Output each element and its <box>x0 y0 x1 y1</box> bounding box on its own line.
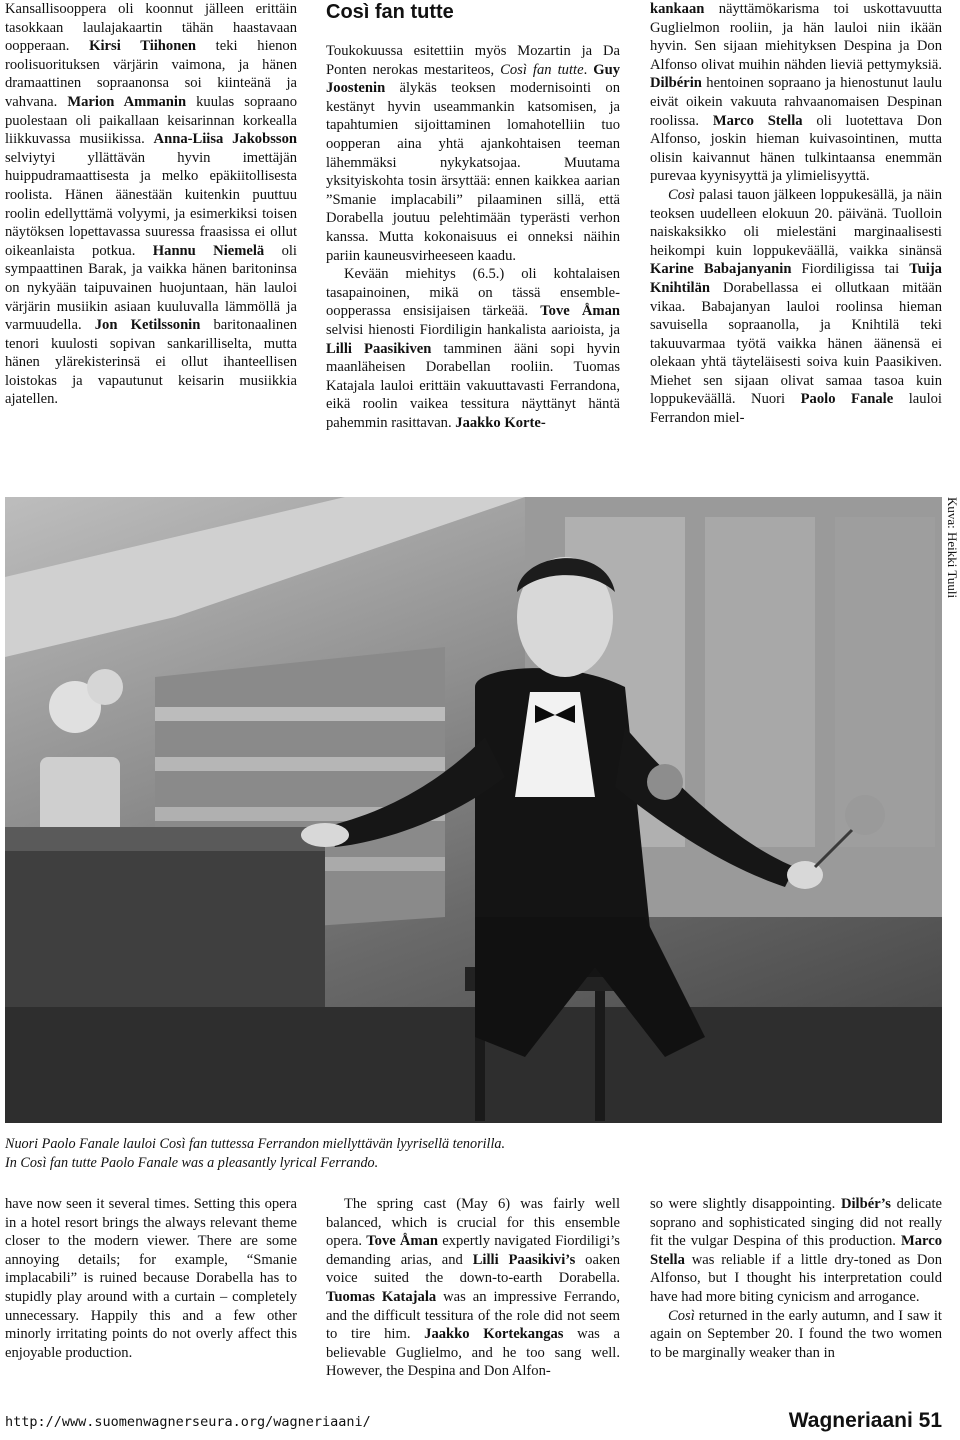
singer-name: Tuija Knihtilän <box>650 261 942 296</box>
singer-name: Marco Stella <box>650 1233 942 1268</box>
singer-name: Hannu Niemelä <box>152 242 265 259</box>
singer-name: Dilbér’s <box>840 1196 891 1212</box>
singer-name: Lilli Paasikivi’s <box>472 1251 576 1268</box>
article-column-1 <box>5 0 297 409</box>
photo-credit: Kuva: Heikki Tuuli <box>945 497 960 599</box>
singer-name: Lilli Paasikiven <box>326 340 432 357</box>
singer-name: Karine Babajanyanin <box>650 261 792 278</box>
caption-finnish: Nuori Paolo Fanale lauloi Così fan tuttessa Ferrandon miellyttävän lyyrisellä tenorilla. <box>5 1136 506 1152</box>
paragraph: Kevään miehitys (6.5.) oli kohtalaisen tasapainoinen, mikä on tässä ensemble-oopperassa ensisijaisen tärkeää. Tove Åman selvisi hienosti Fiordiligin hankalista aarioista, ja Lilli Paasikiven tamminen ääni sopi hyvin maanläheisen Dorabellan rooliin. Tuomas Katajala lauloi erittäin vakuuttavasti Ferrandona, eikä roolin vaikea tessitura näyttänyt häntä pahemmin rasittavan. Jaakko Korte- <box>326 266 620 431</box>
stage-photo-illustration <box>5 497 942 1123</box>
stage-floor <box>5 1007 942 1123</box>
english-column-1 <box>5 1195 297 1362</box>
paragraph: have now seen it several times. Setting this opera in a hotel resort brings the always relevant theme closer to the modern viewer. There are some annoying details; for example, “Smanie implacabili” is ruined because Dorabella has to stupidly play around with a curtain – completely unnecessary. Happily this and a few other minorly irritating points do not overly affect this enjoyable production. <box>5 1196 297 1361</box>
singer-name: Paolo Fanale <box>800 391 894 408</box>
opera-title: Così <box>668 1307 695 1324</box>
singer-name: Jaakko Korte- <box>455 414 546 431</box>
singer-name: Jaakko Kortekangas <box>424 1326 564 1343</box>
singer-name: Kirsi Tiihonen <box>89 38 196 55</box>
wooden-chest <box>5 827 325 1007</box>
singer-name: Tuomas Katajala <box>326 1288 437 1305</box>
chest-lid <box>5 827 325 851</box>
footer-url-link[interactable]: http://www.suomenwagnerseura.org/wagneriaani/ <box>5 1414 371 1430</box>
singer-name: Tove Åman <box>366 1233 439 1250</box>
director-name: Guy Joostenin <box>326 61 621 97</box>
singer-name: Anna-Liisa Jakobsson <box>153 131 297 148</box>
english-column-3 <box>650 1195 942 1362</box>
stage-photo <box>5 497 942 1123</box>
singer-name: kankaan <box>650 1 705 17</box>
opera-title: Così <box>668 186 695 203</box>
magazine-page-number: Wagneriaani 51 <box>788 1409 942 1432</box>
paragraph: Kansallisoopperа oli koonnut jälleen erittäin tasokkaan laulajakaartin tähän haastavaan oopperaan. Kirsi Tiihonen teki hienon roolisuorituksen värjärin vaimona, ja hänen dramaattinen sopraanonsa soi kiinteänä ja vahvana. Marion Ammanin kuulas sopraano puolestaan oli paikallaan keisarinnan korkealla liikkuvassa musiikissa. Anna-Liisa Jakobsson selviytyi yllättävän hyvin imettäjän huippudramaattisesta ja melko epäkiitollisesta roolista. Hänen äänestään kuitenkin puuttuu roolin edellyttämä volyymi, ja esimerkiksi toisen näytöksen lopettavassa suuressa fraasissa ei ollut oikeanlaista potkua. Hannu Niemelä oli sympaattinen Barak, ja vaikka hänen baritoninsa on nykyään taipuvainen huojuntaan, hän lauloi värjärin musiikin asiaan kuuluvalla lämmöllä ja varmuudella. Jon Ketilssonin baritonaalinen tenori kuulosti sopivan sankarilliselta, mutta hänen ylärekisterinsä ei ollut ihanteellisen loistokas ja vapautunut keisarin musiikkia ajatellen. <box>5 1 297 408</box>
caption-english: In Così fan tutte Paolo Fanale was a pleasantly lyrical Ferrando. <box>5 1155 379 1171</box>
champagne-bucket <box>40 757 120 837</box>
singer-name: Jon Ketilssonin <box>94 317 201 334</box>
flower-bouquet <box>87 669 123 705</box>
article-column-3 <box>650 0 942 428</box>
paragraph: The spring cast (May 6) was fairly well balanced, which is crucial for this ensemble opera. Tove Åman expertly navigated Fiordiligi’s demanding arias, and Lilli Paasikivi’s oaken voice suited the down-to-earth Dorabella. Tuomas Katajala was an impressive Ferrando, and the difficult tessitura of the role did not seem to tire him. Jaakko Kortekangas was a believable Guglielmo, and he too sang well. However, the Despina and Don Alfon- <box>326 1196 620 1380</box>
opera-title: Così fan tutte <box>500 61 584 78</box>
stair-step <box>155 707 445 721</box>
singer-name: Dilbérin <box>650 75 702 92</box>
paragraph: Così returned in the early autumn, and I saw it again on September 20. I found the two women to be marginally weaker than in <box>650 1307 942 1361</box>
section-heading: Così fan tutte <box>326 1 454 23</box>
stool-leg <box>595 991 605 1121</box>
wall-panel <box>705 517 815 847</box>
boutonniere-carnation <box>647 764 683 800</box>
paragraph: Così palasi tauon jälkeen loppukesällä, ja näin teoksen uudelleen elokuun 20. päivänä. Tuolloin naiskaksikko oli mielestäni marginaalisesti heikompi kuin loppukeväällä, vaikka sinänsä Karine Babajanyanin Fiordiligissa tai Tuija Knihtilän Dorabellassa ei ollutkaan mitään vikaa. Babajanyan lauloi roolinsa hieman savuisella sopraanolla, ja Knihtilä teki takuuvarmaa työtä vaikka hänen äänensä ei olekaan yhtä täyteläisesti soiva kuin Paasikiven. Miehet sen sijaan olivat samaa tasoa kuin loppukeväällä. Nuori Paolo Fanale lauloi Ferrandon miel- <box>650 186 942 427</box>
photo-caption <box>5 1135 905 1173</box>
staircase-rail <box>5 497 525 657</box>
carnation-flower <box>845 795 885 835</box>
singer-name: Marco Stella <box>712 112 803 129</box>
paragraph: kankaan näyttämökarisma toi uskottavuutta Guglielmon rooliin, ja hän lauloi niin ikään hyvin. Sen sijaan miehityksen Despina ja Don Alfonso olivat muihin nähden lieviä pettymyksiä. Dilbérin hentoinen sopraano ja hienostunut laulu eivät oikein vakuuta rahvaanomaisen Despinan roolissa. Marco Stella oli luotettava Don Alfonso, joskin hieman kuivasointinen, mutta olisin kaivannut hänen tulkintaansa enemmän purevaa kyynisyyttä ja ylimielisyyttä. <box>650 1 943 185</box>
paragraph: Toukokuussa esitettiin myös Mozartin ja Da Ponten nerokas mestariteos, Così fan tutte. Guy Joostenin älykäs teoksen modernisointi on kestänyt hyvin useammankin katsomisen, ja tapahtumien sijoittaminen lomahotelliin tuo oopperan aina yhtä ajankohtaisen teeman lähemmäksi nykykatsojaa. Muutama yksityiskohta tosin ärsyttää: ennen kaikkea aarian ”Smanie implacabili” pilaaminen sillä, että Dorabella joutuu pelehtimään typerästi verhon kanssa. Mutta kokonaisuus ei onneksi näihin pariin kauneusvirheeseen kaadu. <box>326 43 621 264</box>
paragraph: so were slightly disappointing. Dilbér’s delicate soprano and sophisticated singing did not really fit the vulgar Despina of this production. Marco Stella was reliable if a little dry-toned as Don Alfonso, but I thought his interpretation could have had more biting cynicism and arrogance. <box>650 1196 942 1305</box>
singer-name: Marion Ammanin <box>67 93 187 110</box>
singer-name: Tove Åman <box>540 303 620 320</box>
singer-hand <box>301 823 349 847</box>
stair-step <box>155 757 445 771</box>
english-column-2 <box>326 1195 620 1381</box>
wall-panel <box>835 517 935 847</box>
article-column-2 <box>326 0 620 432</box>
